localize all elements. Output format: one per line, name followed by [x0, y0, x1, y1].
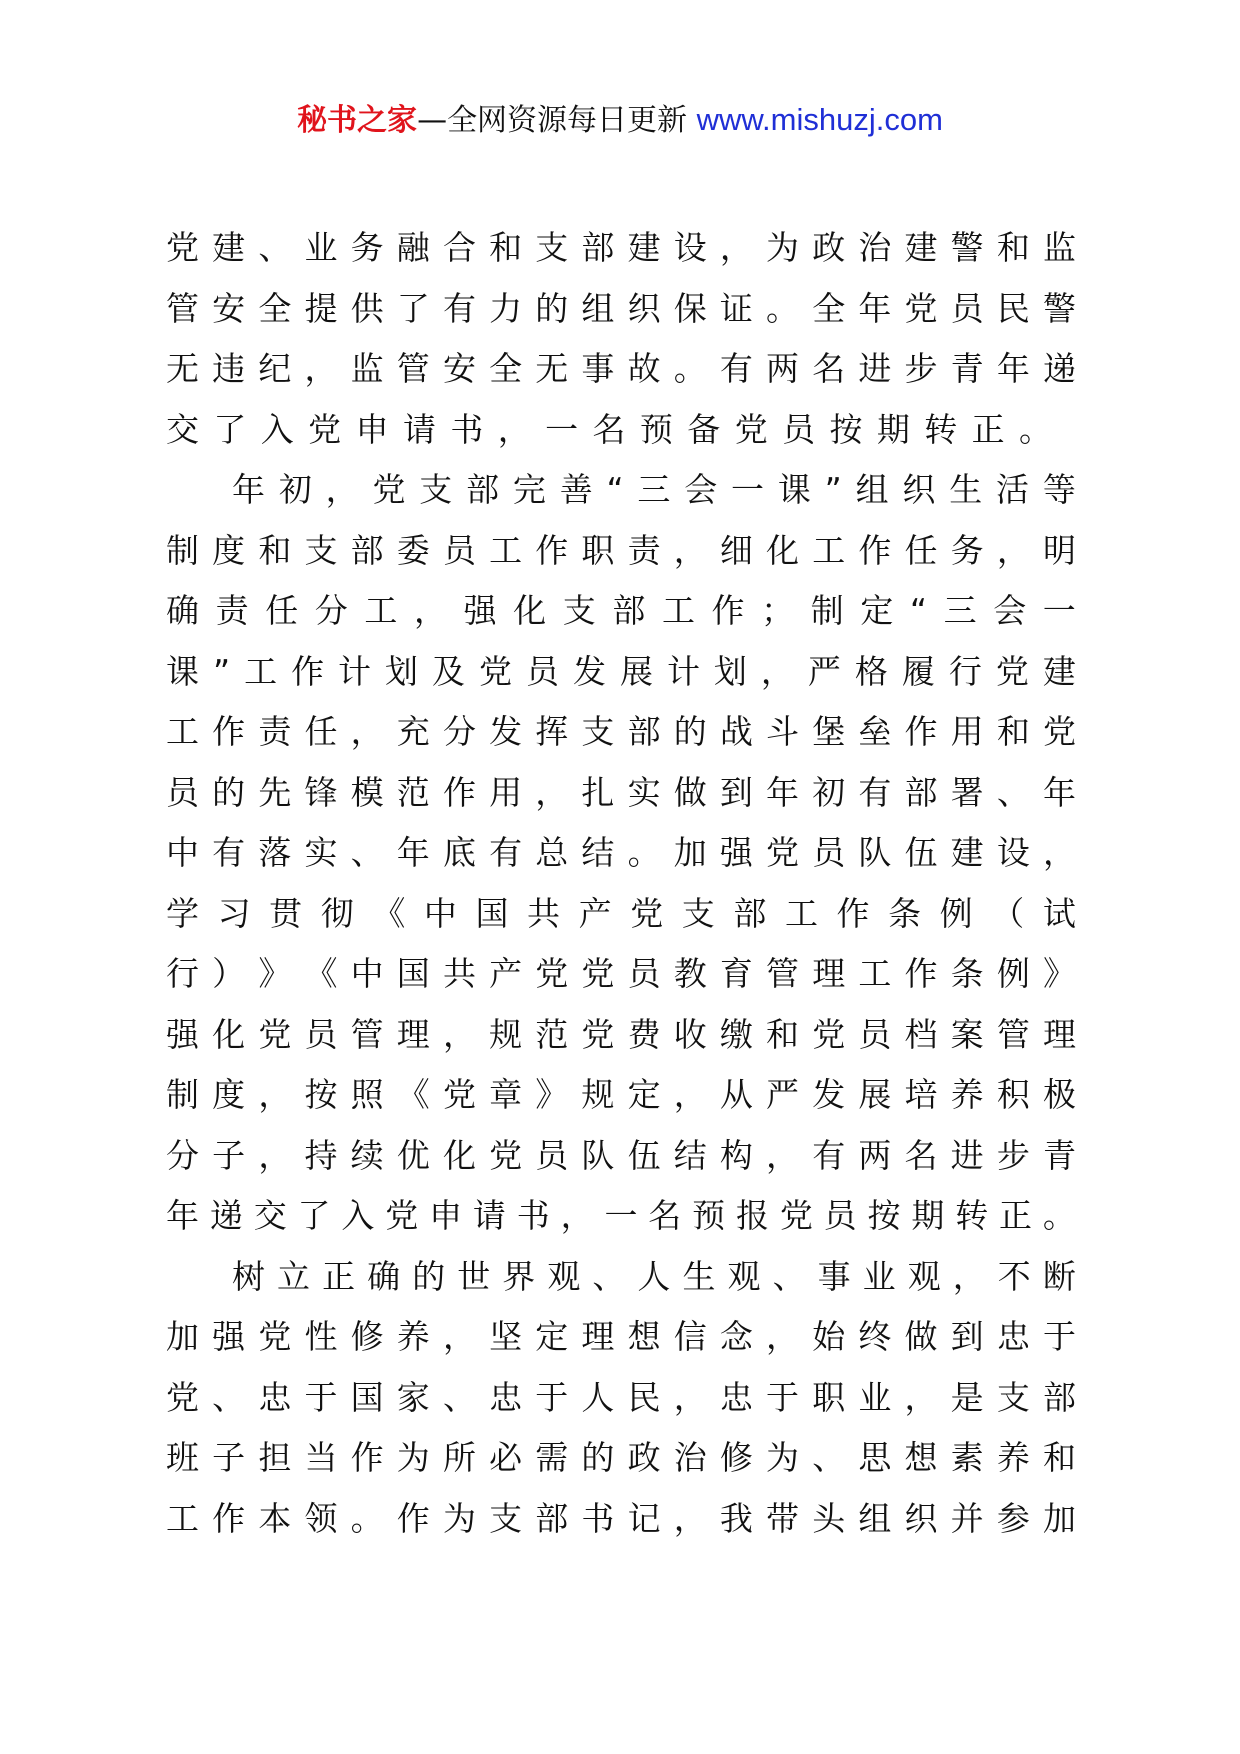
text-line: 制 度 和 支 部 委 员 工 作 职 责 ， 细 化 工 作 任 务 ， 明 [166, 530, 1076, 570]
text-line: 交 了 入 党 申 请 书 ， 一 名 预 备 党 员 按 期 转 正 。 [166, 409, 1053, 449]
text-line: 制 度 ， 按 照 《 党 章 》 规 定 ， 从 严 发 展 培 养 积 极 [166, 1075, 1076, 1114]
text-line: 分 子 ， 持 续 优 化 党 员 队 伍 结 构 ， 有 两 名 进 步 青 [166, 1135, 1076, 1175]
text-line: 课 ” 工 作 计 划 及 党 员 发 展 计 划 ， 严 格 履 行 党 建 [166, 651, 1076, 691]
text-line: 工 作 本 领 。 作 为 支 部 书 记 ， 我 带 头 组 织 并 参 加 [166, 1498, 1076, 1538]
header-slogan: —全网资源每日更新 [417, 103, 688, 138]
site-url-link[interactable]: www.mishuzj.com [696, 102, 943, 137]
page-header [0, 98, 1240, 143]
text-line: 树 立 正 确 的 世 界 观 、 人 生 观 、 事 业 观 ， 不 断 [232, 1256, 1076, 1296]
text-line: 无 违 纪 ， 监 管 安 全 无 事 故 。 有 两 名 进 步 青 年 递 [166, 349, 1076, 388]
text-line: 中 有 落 实 、 年 底 有 总 结 。 加 强 党 员 队 伍 建 设 ， [166, 833, 1076, 872]
text-line: 行 ） 》 《 中 国 共 产 党 党 员 教 育 管 理 工 作 条 例 》 [166, 954, 1076, 993]
text-line: 班 子 担 当 作 为 所 必 需 的 政 治 修 为 、 思 想 素 养 和 [166, 1438, 1076, 1477]
text-line: 强 化 党 员 管 理 ， 规 范 党 费 收 缴 和 党 员 档 案 管 理 [166, 1014, 1076, 1054]
document-body [166, 226, 1076, 1557]
text-line: 年 递 交 了 入 党 申 请 书 ， 一 名 预 报 党 员 按 期 转 正 。 [166, 1196, 1076, 1235]
text-line: 党 建 、 业 务 融 合 和 支 部 建 设 ， 为 政 治 建 警 和 监 [166, 228, 1076, 267]
text-line: 党 、 忠 于 国 家 、 忠 于 人 民 ， 忠 于 职 业 ， 是 支 部 [166, 1377, 1076, 1417]
text-line: 工 作 责 任 ， 充 分 发 挥 支 部 的 战 斗 堡 垒 作 用 和 党 [166, 712, 1076, 751]
text-line: 年 初 ， 党 支 部 完 善 “ 三 会 一 课 ” 组 织 生 活 等 [232, 470, 1076, 509]
text-line: 管 安 全 提 供 了 有 力 的 组 织 保 证 。 全 年 党 员 民 警 [166, 288, 1076, 328]
brand-name: 秘书之家 [297, 103, 418, 138]
text-line: 员 的 先 锋 模 范 作 用 ， 扎 实 做 到 年 初 有 部 署 、 年 [166, 772, 1076, 812]
text-line: 加 强 党 性 修 养 ， 坚 定 理 想 信 念 ， 始 终 做 到 忠 于 [166, 1317, 1076, 1356]
text-line: 确 责 任 分 工 ， 强 化 支 部 工 作 ； 制 定 “ 三 会 一 [166, 591, 1076, 630]
text-line: 学 习 贯 彻 《 中 国 共 产 党 支 部 工 作 条 例 （ 试 [166, 893, 1076, 933]
